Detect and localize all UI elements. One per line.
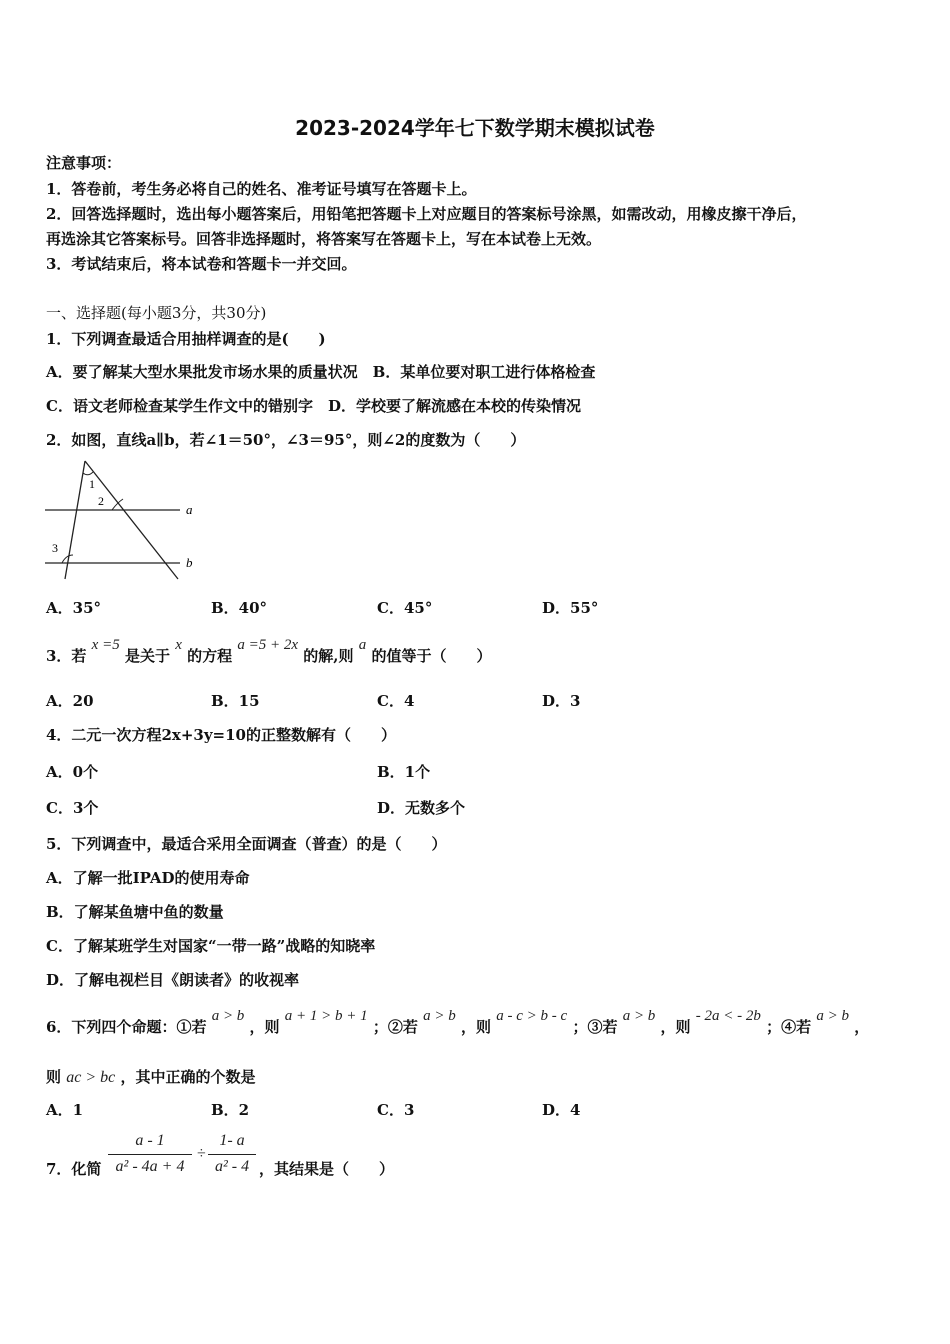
line-label-a: a	[186, 502, 193, 517]
q3-text-5: 的值等于（ ）	[371, 647, 492, 665]
q4-stem: 4．二元一次方程2x+3y=10的正整数解有（ ）	[46, 726, 396, 744]
q6-math-1: a > b	[211, 1008, 245, 1024]
q7-numerator-2: 1- a	[219, 1132, 245, 1149]
notice-item-2a: 2．回答选择题时，选出每小题答案后，用铅笔把答题卡上对应题目的答案标号涂黑，如需改动，用橡皮擦干净后，	[46, 205, 807, 223]
notice-item-3: 3．考试结束后，将本试卷和答题卡一并交回。	[46, 255, 357, 273]
q7-numerator-1: a - 1	[135, 1132, 165, 1149]
q4-option-b: B．1个	[377, 763, 431, 781]
q2-option-a: A．35°	[46, 599, 102, 617]
q6-text-9: 则	[46, 1068, 62, 1086]
q6-math-3: a > b	[423, 1008, 456, 1024]
q3-math-1: x =5	[91, 637, 120, 653]
q3-option-a: A．20	[46, 692, 94, 710]
angle-arc-2	[112, 499, 123, 510]
q6-text-7: ；④若	[766, 1018, 812, 1036]
q4-option-c: C．3个	[46, 799, 99, 817]
q7-divide-sign: ÷	[197, 1145, 206, 1162]
notice-item-2b: 再选涂其它答案标号。回答非选择题时，将答案写在答题卡上，写在本试卷上无效。	[46, 230, 602, 248]
q5-option-d: D．了解电视栏目《朗读者》的收视率	[46, 971, 300, 989]
q7-denominator-1: a² - 4a + 4	[115, 1158, 185, 1175]
q7-fraction-bar-1	[108, 1154, 192, 1155]
q6-math-4: a - c > b - c	[496, 1008, 568, 1024]
q6-math-5: a > b	[622, 1008, 656, 1024]
q3-option-d: D．3	[542, 692, 581, 710]
notice-heading: 注意事项：	[46, 154, 122, 172]
q6-text-1: 6．下列四个命题：①若	[46, 1018, 207, 1036]
q6-text-2: ，则	[249, 1018, 280, 1036]
q6-math-6: - 2a < - 2b	[695, 1008, 761, 1024]
q6-text-6: ，则	[660, 1018, 691, 1036]
q2-figure	[40, 455, 210, 585]
q4-option-d: D．无数多个	[377, 799, 466, 817]
q1-options-row2: C．语文老师检查某学生作文中的错别字 D．学校要了解流感在本校的传染情况	[46, 397, 581, 415]
q2-option-b: B．40°	[211, 599, 268, 617]
q7-fraction-bar-2	[208, 1154, 256, 1155]
q3-text-1: 3．若	[46, 647, 87, 665]
angle-label-2: 2	[98, 494, 104, 508]
page-title: 2023-2024学年七下数学期末模拟试卷	[295, 116, 655, 140]
q6-math-7: a > b	[816, 1008, 850, 1024]
q3-math-3: a =5 + 2x	[237, 637, 298, 653]
q6-option-d: D．4	[542, 1101, 581, 1119]
angle-label-1: 1	[89, 477, 95, 491]
q7-label: 7．化简	[46, 1160, 102, 1178]
q6-option-a: A．1	[46, 1101, 84, 1119]
q5-option-c: C．了解某班学生对国家“一带一路”战略的知晓率	[46, 937, 376, 955]
q2-stem: 2．如图，直线a∥b，若∠1＝50°，∠3＝95°，则∠2的度数为（ ）	[46, 431, 526, 449]
transversal-right	[85, 461, 178, 579]
q6-math-2: a + 1 > b + 1	[284, 1008, 368, 1024]
q4-option-a: A．0个	[46, 763, 99, 781]
q5-option-b: B．了解某鱼塘中鱼的数量	[46, 903, 224, 921]
q6-text-5: ；③若	[572, 1018, 618, 1036]
q5-option-a: A．了解一批IPAD的使用寿命	[46, 869, 250, 887]
section-heading: 一、选择题(每小题3分，共30分)	[46, 304, 267, 322]
angle-arc-1	[83, 472, 93, 475]
q6-option-b: B．2	[211, 1101, 250, 1119]
q6-stem-line1	[46, 1008, 870, 1037]
q5-stem: 5．下列调查中，最适合采用全面调查（普查）的是（ ）	[46, 835, 447, 853]
q6-text-10: ，其中正确的个数是	[120, 1068, 256, 1086]
q6-text-8: ，	[854, 1018, 870, 1036]
q7-denominator-2: a² - 4	[214, 1158, 250, 1175]
q6-math-8: ac > bc	[66, 1069, 116, 1086]
q3-math-4: a	[358, 637, 367, 653]
q3-text-3: 的方程	[187, 647, 233, 665]
q6-stem-line2	[46, 1066, 256, 1087]
line-label-b: b	[186, 555, 193, 570]
q3-text-4: 的解,则	[303, 647, 354, 665]
q3-option-c: C．4	[377, 692, 415, 710]
q3-stem	[46, 637, 492, 666]
q2-option-d: D．55°	[542, 599, 599, 617]
q1-stem: 1．下列调查最适合用抽样调查的是( )	[46, 330, 326, 348]
notice-item-1: 1．答卷前，考生务必将自己的姓名、准考证号填写在答题卡上。	[46, 180, 477, 198]
q1-options-row1: A．要了解某大型水果批发市场水果的质量状况 B．某单位要对职工进行体格检查	[46, 363, 596, 381]
q6-text-4: ，则	[461, 1018, 492, 1036]
angle-label-3: 3	[52, 541, 58, 555]
q3-option-b: B．15	[211, 692, 260, 710]
q3-math-2: x	[175, 637, 182, 653]
transversal-left	[65, 461, 85, 579]
q3-text-2: 是关于	[124, 647, 170, 665]
q6-option-c: C．3	[377, 1101, 415, 1119]
q7-tail: ，其结果是（ ）	[259, 1160, 395, 1178]
q2-option-c: C．45°	[377, 599, 433, 617]
q6-text-3: ；②若	[372, 1018, 418, 1036]
